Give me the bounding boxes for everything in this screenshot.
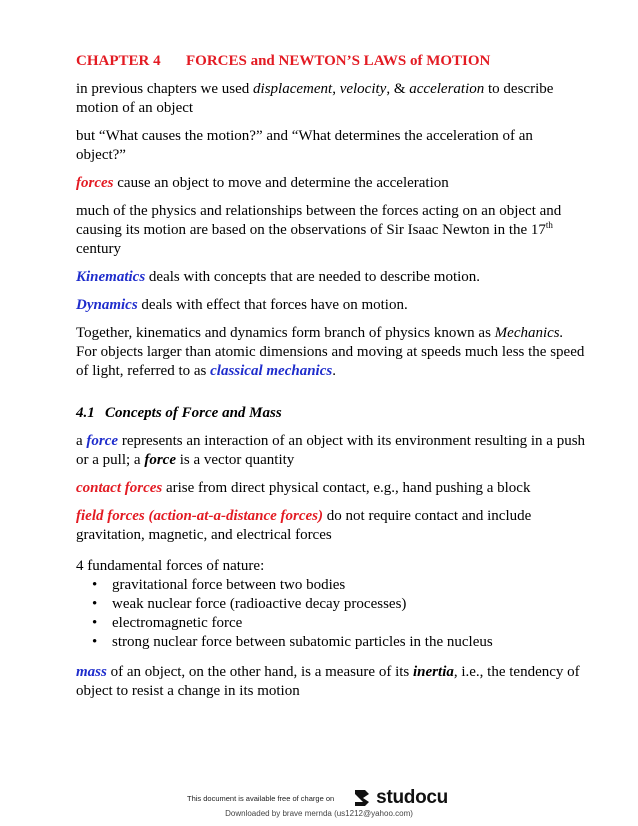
paragraph-mass bbox=[76, 663, 586, 701]
text: arise from direct physical contact, e.g., hand pushing a block bbox=[162, 480, 531, 496]
term-contact-forces: contact forces bbox=[76, 480, 163, 496]
text: of an object, on the other hand, is a measure of its bbox=[106, 664, 414, 680]
term-dynamics: Dynamics bbox=[76, 297, 138, 313]
text: cause an object to move and determine the acceleration bbox=[113, 175, 449, 191]
paragraph-newton bbox=[76, 202, 586, 259]
term-forces: forces bbox=[76, 175, 114, 191]
studocu-logo-icon bbox=[352, 787, 372, 809]
term-force-bold: force bbox=[144, 452, 176, 468]
list-item: • electromagnetic force bbox=[76, 614, 586, 633]
text: is a vector quantity bbox=[175, 452, 295, 468]
text: , & bbox=[386, 81, 410, 97]
paragraph-kinematics bbox=[76, 268, 586, 287]
list-item: • gravitational force between two bodies bbox=[76, 576, 586, 595]
text: in previous chapters we used bbox=[76, 81, 254, 97]
list-item: • strong nuclear force between subatomic particles in the nucleus bbox=[76, 633, 586, 652]
text: , i.e., the tendency of object to resist a change in its motion bbox=[76, 664, 580, 699]
list-item: • weak nuclear force (radioactive decay processes) bbox=[76, 595, 586, 614]
availability-text: This document is available free of charge on bbox=[187, 793, 335, 803]
term-velocity: velocity bbox=[339, 81, 387, 97]
term-inertia: inertia bbox=[413, 664, 454, 680]
section-number: 4.1 bbox=[76, 405, 95, 421]
text: a bbox=[76, 433, 87, 449]
text: Together, kinematics and dynamics form branch of physics known as bbox=[76, 325, 495, 341]
fundamental-forces-list bbox=[76, 576, 586, 652]
term-field-forces: field forces (action-at-a-distance forces) bbox=[76, 508, 324, 524]
term-mass: mass bbox=[76, 664, 107, 680]
paragraph-mechanics bbox=[76, 324, 586, 381]
studocu-wordmark: studocu bbox=[376, 787, 448, 808]
chapter-number: CHAPTER 4 bbox=[76, 53, 161, 69]
term-mechanics: Mechanics. bbox=[494, 325, 564, 341]
text: century bbox=[76, 241, 121, 257]
term-displacement: displacement bbox=[253, 81, 333, 97]
term-acceleration: acceleration bbox=[409, 81, 485, 97]
paragraph-question: but “What causes the motion?” and “What determines the acceleration of an object?” bbox=[76, 128, 533, 163]
term-kinematics: Kinematics bbox=[76, 269, 146, 285]
term-force: force bbox=[86, 433, 119, 449]
superscript: th bbox=[545, 220, 553, 230]
fundamental-forces-intro: 4 fundamental forces of nature: bbox=[76, 558, 265, 574]
text: . bbox=[332, 363, 336, 379]
footer-downloaded-by: Downloaded by brave mernda (us1212@yahoo.com) bbox=[225, 809, 413, 818]
paragraph-contact-forces bbox=[76, 479, 586, 498]
text: , bbox=[332, 81, 340, 97]
document-page bbox=[76, 52, 586, 701]
text: deals with effect that forces have on motion. bbox=[137, 297, 408, 313]
text: to describe motion of an object bbox=[76, 81, 554, 116]
paragraph-field-forces bbox=[76, 507, 586, 545]
paragraph-intro bbox=[76, 80, 586, 118]
section-heading bbox=[76, 404, 586, 423]
text: much of the physics and relationships between the forces acting on an object and causing its motion are based on the observations of Sir Isaac Newton in the 17 bbox=[76, 203, 562, 238]
section-title: Concepts of Force and Mass bbox=[105, 405, 282, 421]
studocu-logo[interactable] bbox=[352, 787, 448, 809]
paragraph-forces bbox=[76, 174, 586, 193]
paragraph-force-definition bbox=[76, 432, 586, 470]
chapter-heading bbox=[76, 52, 586, 71]
text: deals with concepts that are needed to describe motion. bbox=[145, 269, 481, 285]
text: do not require contact and include gravitation, magnetic, and electrical forces bbox=[76, 508, 532, 543]
text: For objects larger than atomic dimensions and moving at speeds much less the speed of light, referred to as bbox=[76, 344, 585, 379]
footer-availability bbox=[187, 787, 448, 809]
paragraph-dynamics bbox=[76, 296, 586, 315]
term-classical-mechanics: classical mechanics bbox=[210, 363, 333, 379]
chapter-title: FORCES and NEWTON’S LAWS of MOTION bbox=[186, 53, 491, 69]
text: represents an interaction of an object with its environment resulting in a push or a pull; a bbox=[76, 433, 586, 468]
